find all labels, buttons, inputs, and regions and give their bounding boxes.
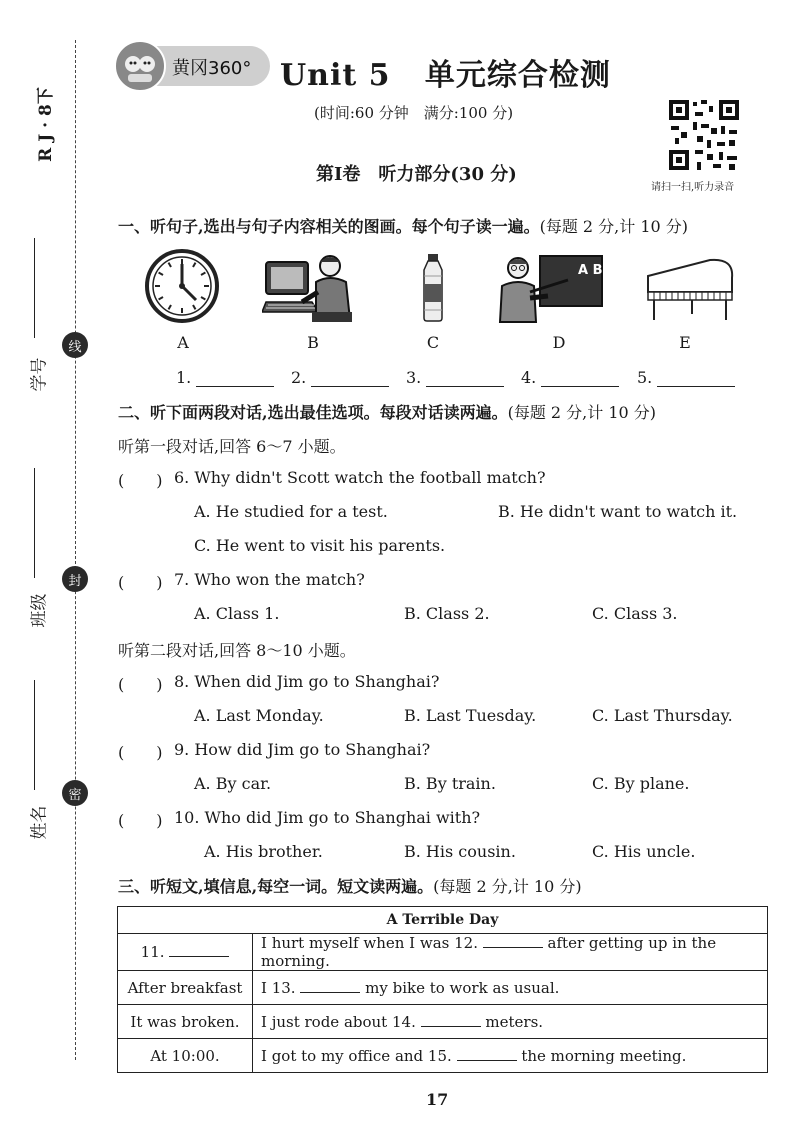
picture-label-d: D [552, 333, 566, 352]
qr-code-icon[interactable] [667, 98, 741, 172]
section3-title [118, 874, 582, 897]
section1-title [118, 214, 688, 237]
computer-user-icon [262, 252, 358, 328]
title-unit: Unit 5 [280, 58, 391, 93]
q9-text: 9. How did Jim go to Shanghai? [174, 740, 431, 759]
q7-option-c: C. Class 3. [592, 604, 678, 623]
picture-label-b: B [307, 333, 319, 352]
q6-paren[interactable]: ( ) [118, 471, 163, 490]
table-title: A Terrible Day [118, 907, 768, 934]
seal-seal-mark: 封 [62, 566, 88, 592]
section1-title-text: 一、听句子,选出与句子内容相关的图画。每个句子读一遍。 [118, 217, 540, 236]
teacher-blackboard-icon [496, 252, 606, 328]
logo-text: 黄冈360° [172, 58, 252, 79]
student-no-field[interactable] [34, 238, 35, 338]
picture-label-c: C [426, 333, 440, 352]
fill-blank-15[interactable] [457, 1048, 517, 1061]
section2-title-text: 二、听下面两段对话,选出最佳选项。每段对话读两遍。 [118, 403, 508, 422]
q9-option-c: C. By plane. [592, 774, 690, 793]
name-label: 姓名 [29, 805, 50, 840]
q6-text: 6. Why didn't Scott watch the football match? [174, 468, 546, 487]
q7-text: 7. Who won the match? [174, 570, 365, 589]
q7-option-a: A. Class 1. [194, 604, 280, 623]
q6-option-b: B. He didn't want to watch it. [498, 502, 738, 521]
table-cell-left: After breakfast [118, 971, 253, 1005]
q7-option-b: B. Class 2. [404, 604, 490, 623]
dialog1-intro: 听第一段对话,回答 6～7 小题。 [118, 437, 346, 456]
fill-blank-13[interactable] [300, 980, 360, 993]
section2-title [118, 400, 656, 423]
cell-text: the morning meeting. [521, 1046, 687, 1065]
blank-number: 2. [291, 368, 307, 387]
series-label: R J · 8下 [35, 87, 56, 162]
cell-text: I just rode about 14. [261, 1012, 416, 1031]
answer-blank-1[interactable] [176, 368, 274, 387]
q10-paren[interactable]: ( ) [118, 811, 163, 830]
section3-note: (每题 2 分,计 10 分) [433, 877, 582, 896]
title-cn: 单元综合检测 [424, 58, 611, 93]
table-cell-left: At 10:00. [118, 1039, 253, 1073]
q8-option-b: B. Last Tuesday. [404, 706, 537, 725]
table-cell-left[interactable] [118, 934, 253, 971]
section3-title-text: 三、听短文,填信息,每空一词。短文读两遍。 [118, 877, 434, 896]
seal-secret-mark: 密 [62, 780, 88, 806]
seal-line-mark: 线 [62, 332, 88, 358]
q9-option-b: B. By train. [404, 774, 496, 793]
table-row [118, 1039, 768, 1073]
picture-label-e: E [679, 333, 691, 352]
class-field[interactable] [34, 468, 35, 578]
cell-text: 11. [140, 943, 165, 961]
fill-blank-14[interactable] [421, 1014, 481, 1027]
table-header-row [118, 907, 768, 934]
cell-text: meters. [485, 1012, 544, 1031]
q10-option-c: C. His uncle. [592, 842, 696, 861]
table-row [118, 934, 768, 971]
clock-icon [144, 248, 220, 328]
logo-mascot-icon [114, 40, 166, 92]
class-label: 班级 [29, 593, 50, 628]
student-no-label: 学号 [29, 357, 50, 392]
blank-number: 3. [406, 368, 422, 387]
section2-note: (每题 2 分,计 10 分) [507, 403, 657, 422]
answer-blank-2[interactable] [291, 368, 389, 387]
time-info: (时间:60 分钟 满分:100 分) [314, 104, 514, 122]
table-row [118, 1005, 768, 1039]
table-cell-right [253, 971, 768, 1005]
cell-text: after getting up in the morning. [261, 934, 717, 970]
q8-paren[interactable]: ( ) [118, 675, 163, 694]
dialog2-intro: 听第二段对话,回答 8～10 小题。 [118, 641, 356, 660]
picture-label-a: A [177, 333, 189, 352]
water-bottle-icon [418, 254, 448, 326]
blank-number: 4. [521, 368, 537, 387]
info-table [117, 906, 768, 1073]
page-number: 17 [426, 1090, 449, 1109]
cell-text: I got to my office and 15. [261, 1046, 452, 1065]
section1-note: (每题 2 分,计 10 分) [539, 217, 689, 236]
fill-blank-11[interactable] [169, 944, 229, 957]
table-cell-right [253, 934, 768, 971]
blank-number: 1. [176, 368, 192, 387]
piano-icon [640, 256, 736, 326]
q10-text: 10. Who did Jim go to Shanghai with? [174, 808, 481, 827]
cell-text: my bike to work as usual. [365, 978, 560, 997]
table-cell-right [253, 1005, 768, 1039]
answer-blank-4[interactable] [521, 368, 619, 387]
q6-option-c: C. He went to visit his parents. [194, 536, 446, 555]
table-cell-left: It was broken. [118, 1005, 253, 1039]
part-title: 第Ⅰ卷 听力部分(30 分) [316, 164, 517, 185]
q9-paren[interactable]: ( ) [118, 743, 163, 762]
table-cell-right [253, 1039, 768, 1073]
q9-option-a: A. By car. [194, 774, 272, 793]
answer-blank-5[interactable] [637, 368, 735, 387]
cell-text: I 13. [261, 978, 296, 997]
q10-option-a: A. His brother. [204, 842, 323, 861]
q7-paren[interactable]: ( ) [118, 573, 163, 592]
binding-dashed-line [75, 40, 76, 1060]
q8-text: 8. When did Jim go to Shanghai? [174, 672, 440, 691]
q8-option-c: C. Last Thursday. [592, 706, 733, 725]
q10-option-b: B. His cousin. [404, 842, 516, 861]
blank-number: 5. [637, 368, 653, 387]
name-field[interactable] [34, 680, 35, 790]
page-title [280, 50, 611, 94]
fill-blank-12[interactable] [483, 935, 543, 948]
answer-blank-3[interactable] [406, 368, 504, 387]
board-text: A B [578, 263, 603, 278]
q6-option-a: A. He studied for a test. [194, 502, 388, 521]
q8-option-a: A. Last Monday. [194, 706, 324, 725]
table-row [118, 971, 768, 1005]
cell-text: I hurt myself when I was 12. [261, 934, 478, 952]
qr-caption: 请扫一扫,听力录音 [651, 182, 735, 193]
